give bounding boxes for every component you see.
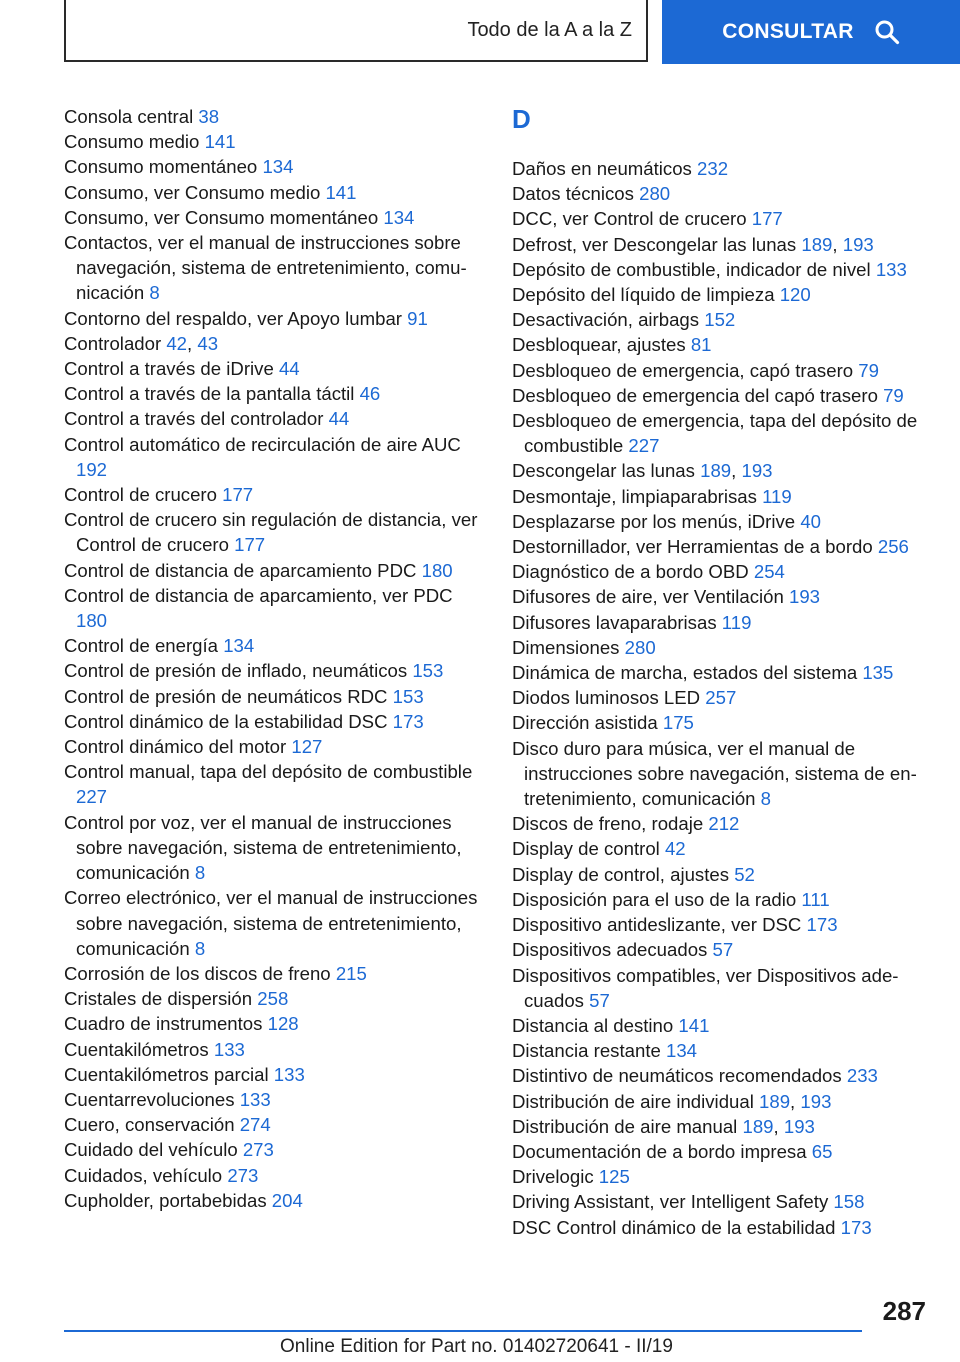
page-reference-link[interactable]: 134 — [666, 1040, 698, 1062]
index-entry-term: Dispositivos compatibles, ver Dispositivos adecuados — [512, 964, 899, 1011]
page-reference-link[interactable]: 193 — [783, 1115, 815, 1137]
index-entry-term: Cuero, conservación — [64, 1114, 240, 1136]
index-entry — [512, 912, 932, 937]
index-entry — [64, 961, 484, 986]
index-entry — [512, 736, 932, 812]
page-reference-link[interactable]: 204 — [271, 1189, 303, 1211]
index-entry — [512, 963, 932, 1013]
index-entry-term: Control a través del controlador — [64, 408, 329, 430]
index-entry — [64, 1112, 484, 1137]
page-reference-link[interactable]: 273 — [227, 1164, 259, 1186]
index-entry: Defrost, ver Descongelar las lunas 189, 193 — [512, 233, 874, 255]
page-reference-link[interactable]: 173 — [392, 710, 424, 732]
index-entry — [512, 534, 932, 559]
page-reference-link[interactable]: 189 — [700, 460, 732, 482]
page-reference-link[interactable]: 125 — [598, 1166, 630, 1188]
index-entry — [512, 559, 932, 584]
page-reference-link[interactable]: 254 — [753, 561, 785, 583]
index-entry — [512, 887, 932, 912]
index-entry — [64, 759, 484, 809]
index-entry — [64, 205, 484, 230]
page-reference-link[interactable]: 258 — [257, 988, 289, 1010]
search-icon — [874, 19, 900, 45]
index-entry-term: Control manual, tapa del depósito de combustible — [64, 761, 473, 783]
page-reference-link[interactable]: 153 — [412, 660, 444, 682]
page-reference-link[interactable]: 8 — [194, 862, 206, 884]
index-entry-term: DCC, ver Control de crucero — [512, 208, 752, 230]
tab-consultar-label: CONSULTAR — [722, 20, 854, 43]
index-entry — [512, 358, 932, 383]
page-reference-link[interactable]: 175 — [662, 712, 694, 734]
index-entry-term: Display de control, ajustes — [512, 863, 735, 885]
page-reference-link[interactable]: 256 — [877, 536, 909, 558]
index-entry-term: Disco duro para música, ver el manual de instrucciones sobre navegación, sistema de entretenimiento, comunicación — [512, 737, 917, 810]
index-entry — [512, 156, 932, 181]
index-entry-term: Difusores lavaparabrisas — [512, 611, 722, 633]
index-entry-term: Consumo, ver Consumo medio — [64, 181, 326, 203]
index-entry — [512, 1038, 932, 1063]
page-reference-link[interactable]: 158 — [833, 1191, 865, 1213]
page-reference-link[interactable]: 57 — [712, 939, 734, 961]
index-entry — [512, 1063, 932, 1088]
page-reference-link[interactable]: 127 — [291, 736, 323, 758]
index-entry — [512, 307, 932, 332]
index-entry-term: Control a través de la pantalla táctil — [64, 383, 360, 405]
index-entry — [512, 1189, 932, 1214]
page-reference-link[interactable]: 193 — [741, 460, 773, 482]
page-reference-link[interactable]: 257 — [705, 687, 737, 709]
index-entry — [64, 306, 484, 331]
page-reference-link[interactable]: 280 — [639, 183, 671, 205]
index-entry — [64, 381, 484, 406]
index-entry — [512, 685, 932, 710]
page-reference-link[interactable]: 42 — [166, 332, 188, 354]
page-reference-link[interactable]: 43 — [197, 332, 219, 354]
page-reference-link[interactable]: 81 — [690, 334, 712, 356]
footer-divider — [64, 1330, 862, 1332]
index-entry-term: Cupholder, portabebidas — [64, 1189, 272, 1211]
index-entry-term: Dirección asistida — [512, 712, 663, 734]
page-reference-link[interactable]: 141 — [204, 131, 236, 153]
page-reference-link[interactable]: 227 — [628, 435, 660, 457]
page-reference-link[interactable]: 120 — [779, 284, 811, 306]
page-reference-link[interactable]: 189 — [759, 1090, 791, 1112]
index-entry-term: Diodos luminosos LED — [512, 687, 706, 709]
index-entry — [64, 1011, 484, 1036]
index-entry-term: Distribución de aire manual — [512, 1115, 743, 1137]
index-entry-term: Difusores de aire, ver Ventilación — [512, 586, 789, 608]
page-reference-link[interactable]: 180 — [421, 559, 453, 581]
index-entry — [512, 660, 932, 685]
page-reference-link[interactable]: 42 — [664, 838, 686, 860]
page-reference-link[interactable]: 134 — [383, 206, 415, 228]
page-reference-link[interactable]: 180 — [76, 610, 108, 632]
page-reference-link[interactable]: 232 — [697, 158, 729, 179]
index-entry-term: Control de presión de inflado, neumáticos — [64, 660, 413, 682]
index-entry-term: Consola central — [64, 106, 199, 127]
index-entry-term: Distancia al destino — [512, 1014, 679, 1036]
index-entry-term: Control automático de recirculación de aire AUC — [64, 433, 461, 455]
page-reference-link[interactable]: 8 — [194, 937, 206, 959]
index-entry-term: Cuentarrevoluciones — [64, 1088, 240, 1110]
index-entry-term: Dinámica de marcha, estados del sistema — [512, 662, 863, 684]
index-entry — [64, 154, 484, 179]
index-entry-term: Drivelogic — [512, 1166, 599, 1188]
index-entry — [512, 332, 932, 357]
page-reference-link[interactable]: 280 — [624, 636, 656, 658]
index-entry-term: Consumo momentáneo — [64, 156, 263, 178]
index-entry — [512, 635, 932, 660]
index-entry: Descongelar las lunas 189, 193 — [512, 460, 773, 482]
page-reference-link[interactable]: 128 — [267, 1013, 299, 1035]
index-entry — [64, 482, 484, 507]
page-reference-link[interactable]: 79 — [883, 384, 904, 406]
index-entry-term: Desbloqueo de emergencia, tapa del depósito de combustible — [512, 410, 918, 457]
index-column-right — [512, 104, 932, 1240]
index-entry-term: Cuidados, vehículo — [64, 1164, 228, 1186]
index-entry-term: Depósito del líquido de limpieza — [512, 284, 780, 306]
index-entry-term: Consumo, ver Consumo momentáneo — [64, 206, 384, 228]
index-entry-term: Control dinámico del motor — [64, 736, 292, 758]
page-reference-link[interactable]: 233 — [846, 1065, 878, 1087]
index-entry-term: Documentación de a bordo impresa — [512, 1140, 812, 1162]
index-entry-term: Diagnóstico de a bordo OBD — [512, 561, 754, 583]
index-entry — [512, 811, 932, 836]
page-number: 287 — [882, 1296, 926, 1326]
index-entry — [64, 1188, 484, 1213]
index-entry — [64, 734, 484, 759]
index-entry — [512, 408, 932, 458]
index-entry — [512, 610, 932, 635]
index-entry-term: Defrost, ver Descongelar las lunas — [512, 233, 802, 255]
index-entry — [512, 710, 932, 735]
page-reference-link[interactable]: 134 — [262, 156, 294, 178]
page-reference-link[interactable]: 193 — [788, 586, 821, 608]
page-reference-link[interactable]: 177 — [234, 534, 266, 556]
page-reference-link[interactable]: 44 — [278, 358, 300, 380]
index-entry — [512, 1164, 932, 1189]
page-reference-link[interactable]: 193 — [842, 233, 874, 255]
index-entry-term: Discos de freno, rodaje — [512, 813, 709, 835]
index-entry-term: Correo electrónico, ver el manual de instrucciones sobre navegación, sistema de entretenimiento, comunicación — [64, 887, 478, 959]
index-entry — [512, 1215, 932, 1240]
index-entry-term: Control de crucero — [64, 484, 223, 506]
page-reference-link[interactable]: 215 — [335, 962, 367, 984]
index-entry-term: Cuentakilómetros parcial — [64, 1063, 274, 1085]
index-entry — [64, 658, 484, 683]
page-reference-link[interactable]: 119 — [762, 485, 792, 507]
page-reference-link[interactable]: 135 — [862, 662, 894, 684]
index-entry — [512, 509, 932, 534]
page-reference-link[interactable]: 52 — [734, 863, 755, 885]
index-entry-term: Contactos, ver el manual de instrucciones sobre navegación, sistema de entretenimiento, comunicación — [64, 232, 467, 304]
index-entry-term: Desbloqueo de emergencia del capó trasero — [512, 384, 884, 406]
page-reference-link[interactable]: 46 — [359, 383, 381, 405]
index-entry — [64, 1163, 484, 1188]
page-reference-link[interactable]: 91 — [407, 307, 428, 329]
index-entry-term: Distribución de aire individual — [512, 1090, 760, 1112]
page-reference-link[interactable]: 134 — [223, 635, 255, 657]
page-reference-link[interactable]: 274 — [239, 1114, 271, 1136]
index-entry-term: Controlador — [64, 332, 167, 354]
index-entry — [64, 709, 484, 734]
page-reference-link[interactable]: 152 — [704, 309, 736, 331]
page-reference-link[interactable]: 192 — [76, 458, 108, 480]
page-reference-link[interactable]: 133 — [213, 1038, 245, 1060]
index-entry-term: Desplazarse por los menús, iDrive — [512, 510, 801, 532]
page-reference-link[interactable]: 177 — [222, 484, 254, 506]
section-letter: D — [512, 104, 531, 134]
index-entry-term: Descongelar las lunas — [512, 460, 701, 482]
tab-todo-label: Todo de la A a la Z — [467, 18, 632, 41]
index-entry-term: Daños en neumáticos — [512, 158, 698, 179]
index-entry — [64, 1062, 484, 1087]
index-entry-term: Distancia restante — [512, 1040, 666, 1062]
page-reference-link[interactable]: 212 — [708, 813, 740, 835]
index-entry-term: Distintivo de neumáticos recomendados — [512, 1065, 847, 1087]
index-entry-term: Control de energía — [64, 635, 224, 657]
index-entry-term: Cristales de dispersión — [64, 988, 258, 1010]
index-entry — [64, 129, 484, 154]
index-entry-term: Datos técnicos — [512, 183, 640, 205]
index-entry-term: Driving Assistant, ver Intelligent Safety — [512, 1191, 834, 1213]
index-entry-term: Cuentakilómetros — [64, 1038, 214, 1060]
index-entry — [64, 1137, 484, 1162]
page-reference-link[interactable]: 153 — [392, 685, 424, 707]
index-entry — [64, 684, 484, 709]
page-reference-link[interactable]: 227 — [76, 786, 108, 808]
page-reference-link[interactable]: 119 — [721, 611, 752, 633]
index-entry — [64, 432, 484, 482]
page-reference-link[interactable]: 133 — [875, 258, 907, 280]
index-entry-term: Control a través de iDrive — [64, 358, 279, 380]
index-entry-term: Control de distancia de aparcamiento PDC — [64, 559, 422, 581]
index-entry-term: Dispositivos adecuados — [512, 939, 713, 961]
index-entry-term: Cuidado del vehículo — [64, 1139, 243, 1161]
page-reference-link[interactable]: 79 — [858, 359, 879, 381]
index-entry — [64, 1037, 484, 1062]
index-entry-term: Control de crucero sin regulación de distancia, ver Control de crucero — [64, 509, 478, 556]
page-reference-link[interactable]: 141 — [325, 181, 357, 203]
index-entry — [512, 206, 932, 231]
index-entry: Controlador 42, 43 — [64, 332, 219, 354]
index-entry: Distribución de aire manual 189, 193 — [512, 1115, 815, 1137]
page-reference-link[interactable]: 8 — [149, 282, 160, 304]
page-reference-link[interactable]: 133 — [273, 1063, 305, 1085]
index-entry-term: Desbloqueo de emergencia, capó trasero — [512, 359, 859, 381]
index-entry-term: Control por voz, ver el manual de instrucciones sobre navegación, sistema de entretenimiento, comunicación — [64, 811, 462, 884]
page-reference-link[interactable]: 189 — [801, 233, 833, 255]
page-reference-link[interactable]: 173 — [806, 914, 838, 936]
index-entry-term: Desactivación, airbags — [512, 309, 705, 331]
page-reference-link[interactable]: 133 — [239, 1088, 271, 1110]
index-entry-term: Dispositivo antideslizante, ver DSC — [512, 914, 807, 936]
index-entry-term: Control dinámico de la estabilidad DSC — [64, 710, 393, 732]
index-entry — [64, 180, 484, 205]
index-entry-term: DSC Control dinámico de la estabilidad — [512, 1216, 841, 1238]
index-entry — [64, 633, 484, 658]
index-entry — [64, 104, 484, 129]
page-reference-link[interactable]: 8 — [760, 788, 772, 810]
index-entry-term: Corrosión de los discos de freno — [64, 962, 336, 984]
tab-consultar[interactable] — [662, 0, 960, 64]
index-entry — [64, 810, 484, 886]
index-entry-term: Contorno del respaldo, ver Apoyo lumbar — [64, 307, 408, 329]
index-entry-term: Depósito de combustible, indicador de nivel — [512, 258, 876, 280]
page-reference-link[interactable]: 141 — [678, 1014, 710, 1036]
index-entry — [512, 282, 932, 307]
index-entry: Distribución de aire individual 189, 193 — [512, 1090, 832, 1112]
page-reference-link[interactable]: 189 — [742, 1115, 774, 1137]
index-entry-term: Consumo medio — [64, 131, 205, 153]
index-entry-term: Control de distancia de aparcamiento, ver PDC — [64, 584, 453, 606]
index-entry — [512, 383, 932, 408]
index-entry — [64, 356, 484, 381]
index-entry — [64, 885, 484, 961]
page-reference-link[interactable]: 111 — [801, 888, 830, 910]
index-entry-term: Dimensiones — [512, 636, 625, 658]
index-entry — [64, 986, 484, 1011]
page-reference-link[interactable]: 65 — [811, 1140, 833, 1162]
index-entry — [64, 558, 484, 583]
tab-todo-de-la-a-a-la-z[interactable] — [64, 0, 648, 62]
page-reference-link[interactable]: 193 — [800, 1090, 832, 1112]
page-reference-link[interactable]: 38 — [198, 106, 220, 127]
index-entry-term: Desmontaje, limpiaparabrisas — [512, 485, 763, 507]
index-entry — [512, 181, 932, 206]
index-entry — [64, 1087, 484, 1112]
footer-edition: Online Edition for Part no. 01402720641 - II/19 — [280, 1336, 673, 1357]
index-entry-term: Cuadro de instrumentos — [64, 1013, 268, 1035]
index-entry — [64, 406, 484, 431]
top-navigation — [0, 0, 960, 66]
index-entry — [512, 836, 932, 861]
index-entry-term: Disposición para el uso de la radio — [512, 888, 802, 910]
page-reference-link[interactable]: 40 — [800, 510, 821, 532]
index-entry — [512, 1013, 932, 1038]
index-entry — [512, 584, 932, 609]
page-reference-link[interactable]: 173 — [840, 1216, 872, 1238]
index-entry-term: Display de control — [512, 838, 665, 860]
index-entry-term: Destornillador, ver Herramientas de a bordo — [512, 536, 878, 558]
index-entry — [512, 1139, 932, 1164]
page-reference-link[interactable]: 44 — [328, 408, 350, 430]
index-entry-term: Desbloquear, ajustes — [512, 334, 691, 356]
index-entry — [512, 937, 932, 962]
page-reference-link[interactable]: 57 — [589, 989, 610, 1011]
index-entry-term: Control de presión de neumáticos RDC — [64, 685, 393, 707]
page-reference-link[interactable]: 177 — [751, 208, 783, 230]
index-entry — [512, 257, 932, 282]
index-entry — [512, 862, 932, 887]
index-entry — [64, 507, 484, 557]
index-column-left — [64, 104, 484, 1213]
page-reference-link[interactable]: 273 — [242, 1139, 274, 1161]
index-entry — [512, 484, 932, 509]
index-entry — [64, 583, 484, 633]
index-entry — [64, 230, 484, 306]
